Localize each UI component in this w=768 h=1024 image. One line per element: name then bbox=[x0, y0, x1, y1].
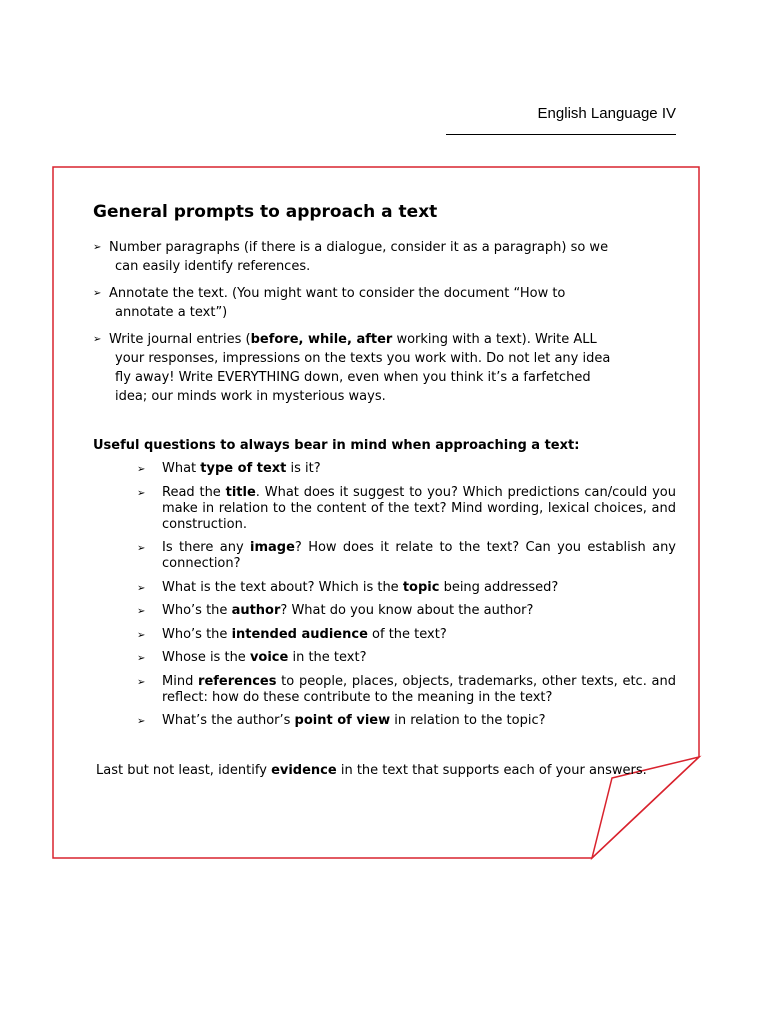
text-emphasis: topic bbox=[402, 579, 440, 595]
text-segment: What’s the author’s bbox=[162, 713, 295, 728]
question-item bbox=[137, 603, 676, 619]
arrow-bullet-icon: ➢ bbox=[137, 543, 146, 554]
questions-heading: Useful questions to always bear in mind when approaching a text: bbox=[93, 438, 580, 453]
text-segment: in relation to the topic? bbox=[390, 713, 546, 728]
page-title: General prompts to approach a text bbox=[93, 202, 438, 222]
question-item bbox=[137, 627, 676, 643]
text-segment: Mind bbox=[162, 673, 199, 689]
text-emphasis: title bbox=[225, 484, 256, 500]
course-title: English Language IV bbox=[537, 105, 676, 122]
prompt-text-segment: Annotate the text. (You might want to consider the document “How to annotate a text”) bbox=[109, 286, 566, 320]
text-emphasis: author bbox=[231, 603, 281, 618]
prompt-item bbox=[93, 330, 615, 406]
question-item bbox=[137, 485, 676, 533]
text-segment: Who’s the bbox=[162, 626, 232, 642]
question-item bbox=[137, 650, 676, 666]
text-segment: What bbox=[162, 461, 201, 476]
text-segment: . What does it suggest to you? Which predictions can/could you make in relation to the content of the text? Mind wording, lexical choices, and construction. bbox=[162, 484, 676, 532]
text-emphasis: image bbox=[250, 540, 295, 555]
arrow-bullet-icon: ➢ bbox=[137, 676, 146, 688]
prompt-text bbox=[109, 238, 615, 276]
prompt-text bbox=[109, 284, 615, 322]
text-segment: Last but not least, identify bbox=[96, 763, 272, 778]
prompt-text bbox=[109, 330, 615, 406]
arrow-bullet-icon: ➢ bbox=[93, 288, 102, 299]
arrow-bullet-icon: ➢ bbox=[137, 629, 146, 641]
question-item bbox=[137, 461, 676, 477]
prompt-item bbox=[93, 238, 615, 276]
arrow-bullet-icon: ➢ bbox=[137, 653, 146, 664]
text-emphasis: point of view bbox=[294, 713, 391, 728]
prompt-text-segment: Number paragraphs (if there is a dialogue, consider it as a paragraph) so we can easily identify references. bbox=[109, 240, 609, 274]
text-emphasis: intended audience bbox=[231, 626, 368, 642]
arrow-bullet-icon: ➢ bbox=[137, 582, 146, 594]
prompt-text-segment: working with a text). Write ALL your responses, impressions on the texts you work with. Do not let any idea fly away! Write EVERYTHING down, even when you think it’s a farfetched idea; our minds work in mysterious ways. bbox=[115, 332, 611, 404]
closing-note bbox=[96, 761, 647, 780]
prompt-text-segment: Write journal entries ( bbox=[109, 332, 251, 347]
text-segment: in the text? bbox=[288, 650, 367, 665]
text-emphasis: evidence bbox=[271, 763, 337, 778]
text-emphasis: voice bbox=[249, 650, 289, 665]
text-emphasis: references bbox=[198, 673, 277, 689]
text-segment: ? How does it relate to the text? Can you establish any connection? bbox=[162, 540, 677, 571]
prompt-text-emphasis: before, while, after bbox=[250, 332, 393, 347]
question-item bbox=[137, 580, 676, 596]
arrow-bullet-icon: ➢ bbox=[137, 487, 146, 499]
text-segment: Read the bbox=[162, 484, 226, 500]
arrow-bullet-icon: ➢ bbox=[137, 606, 146, 617]
text-segment: Whose is the bbox=[162, 650, 250, 665]
question-item bbox=[137, 713, 676, 729]
text-segment: Is there any bbox=[162, 540, 251, 555]
arrow-bullet-icon: ➢ bbox=[93, 334, 102, 345]
text-emphasis: type of text bbox=[200, 461, 287, 476]
text-segment: being addressed? bbox=[439, 579, 559, 595]
text-segment: to people, places, objects, trademarks, other texts, etc. and reflect: how do these contribute to the meaning in the text? bbox=[162, 673, 676, 705]
questions-list bbox=[93, 461, 676, 729]
arrow-bullet-icon: ➢ bbox=[137, 464, 146, 475]
question-item bbox=[137, 674, 676, 706]
text-segment: ? What do you know about the author? bbox=[280, 603, 534, 618]
prompts-list bbox=[93, 238, 615, 406]
prompt-item bbox=[93, 284, 615, 322]
text-segment: What is the text about? Which is the bbox=[162, 579, 403, 595]
text-segment: is it? bbox=[286, 461, 321, 476]
content-area bbox=[93, 200, 676, 737]
header-rule bbox=[446, 134, 676, 135]
question-item bbox=[137, 540, 676, 572]
text-segment: Who’s the bbox=[162, 603, 232, 618]
text-segment: in the text that supports each of your answers. bbox=[336, 763, 647, 778]
text-segment: of the text? bbox=[367, 626, 447, 642]
arrow-bullet-icon: ➢ bbox=[93, 242, 102, 253]
arrow-bullet-icon: ➢ bbox=[137, 716, 146, 727]
